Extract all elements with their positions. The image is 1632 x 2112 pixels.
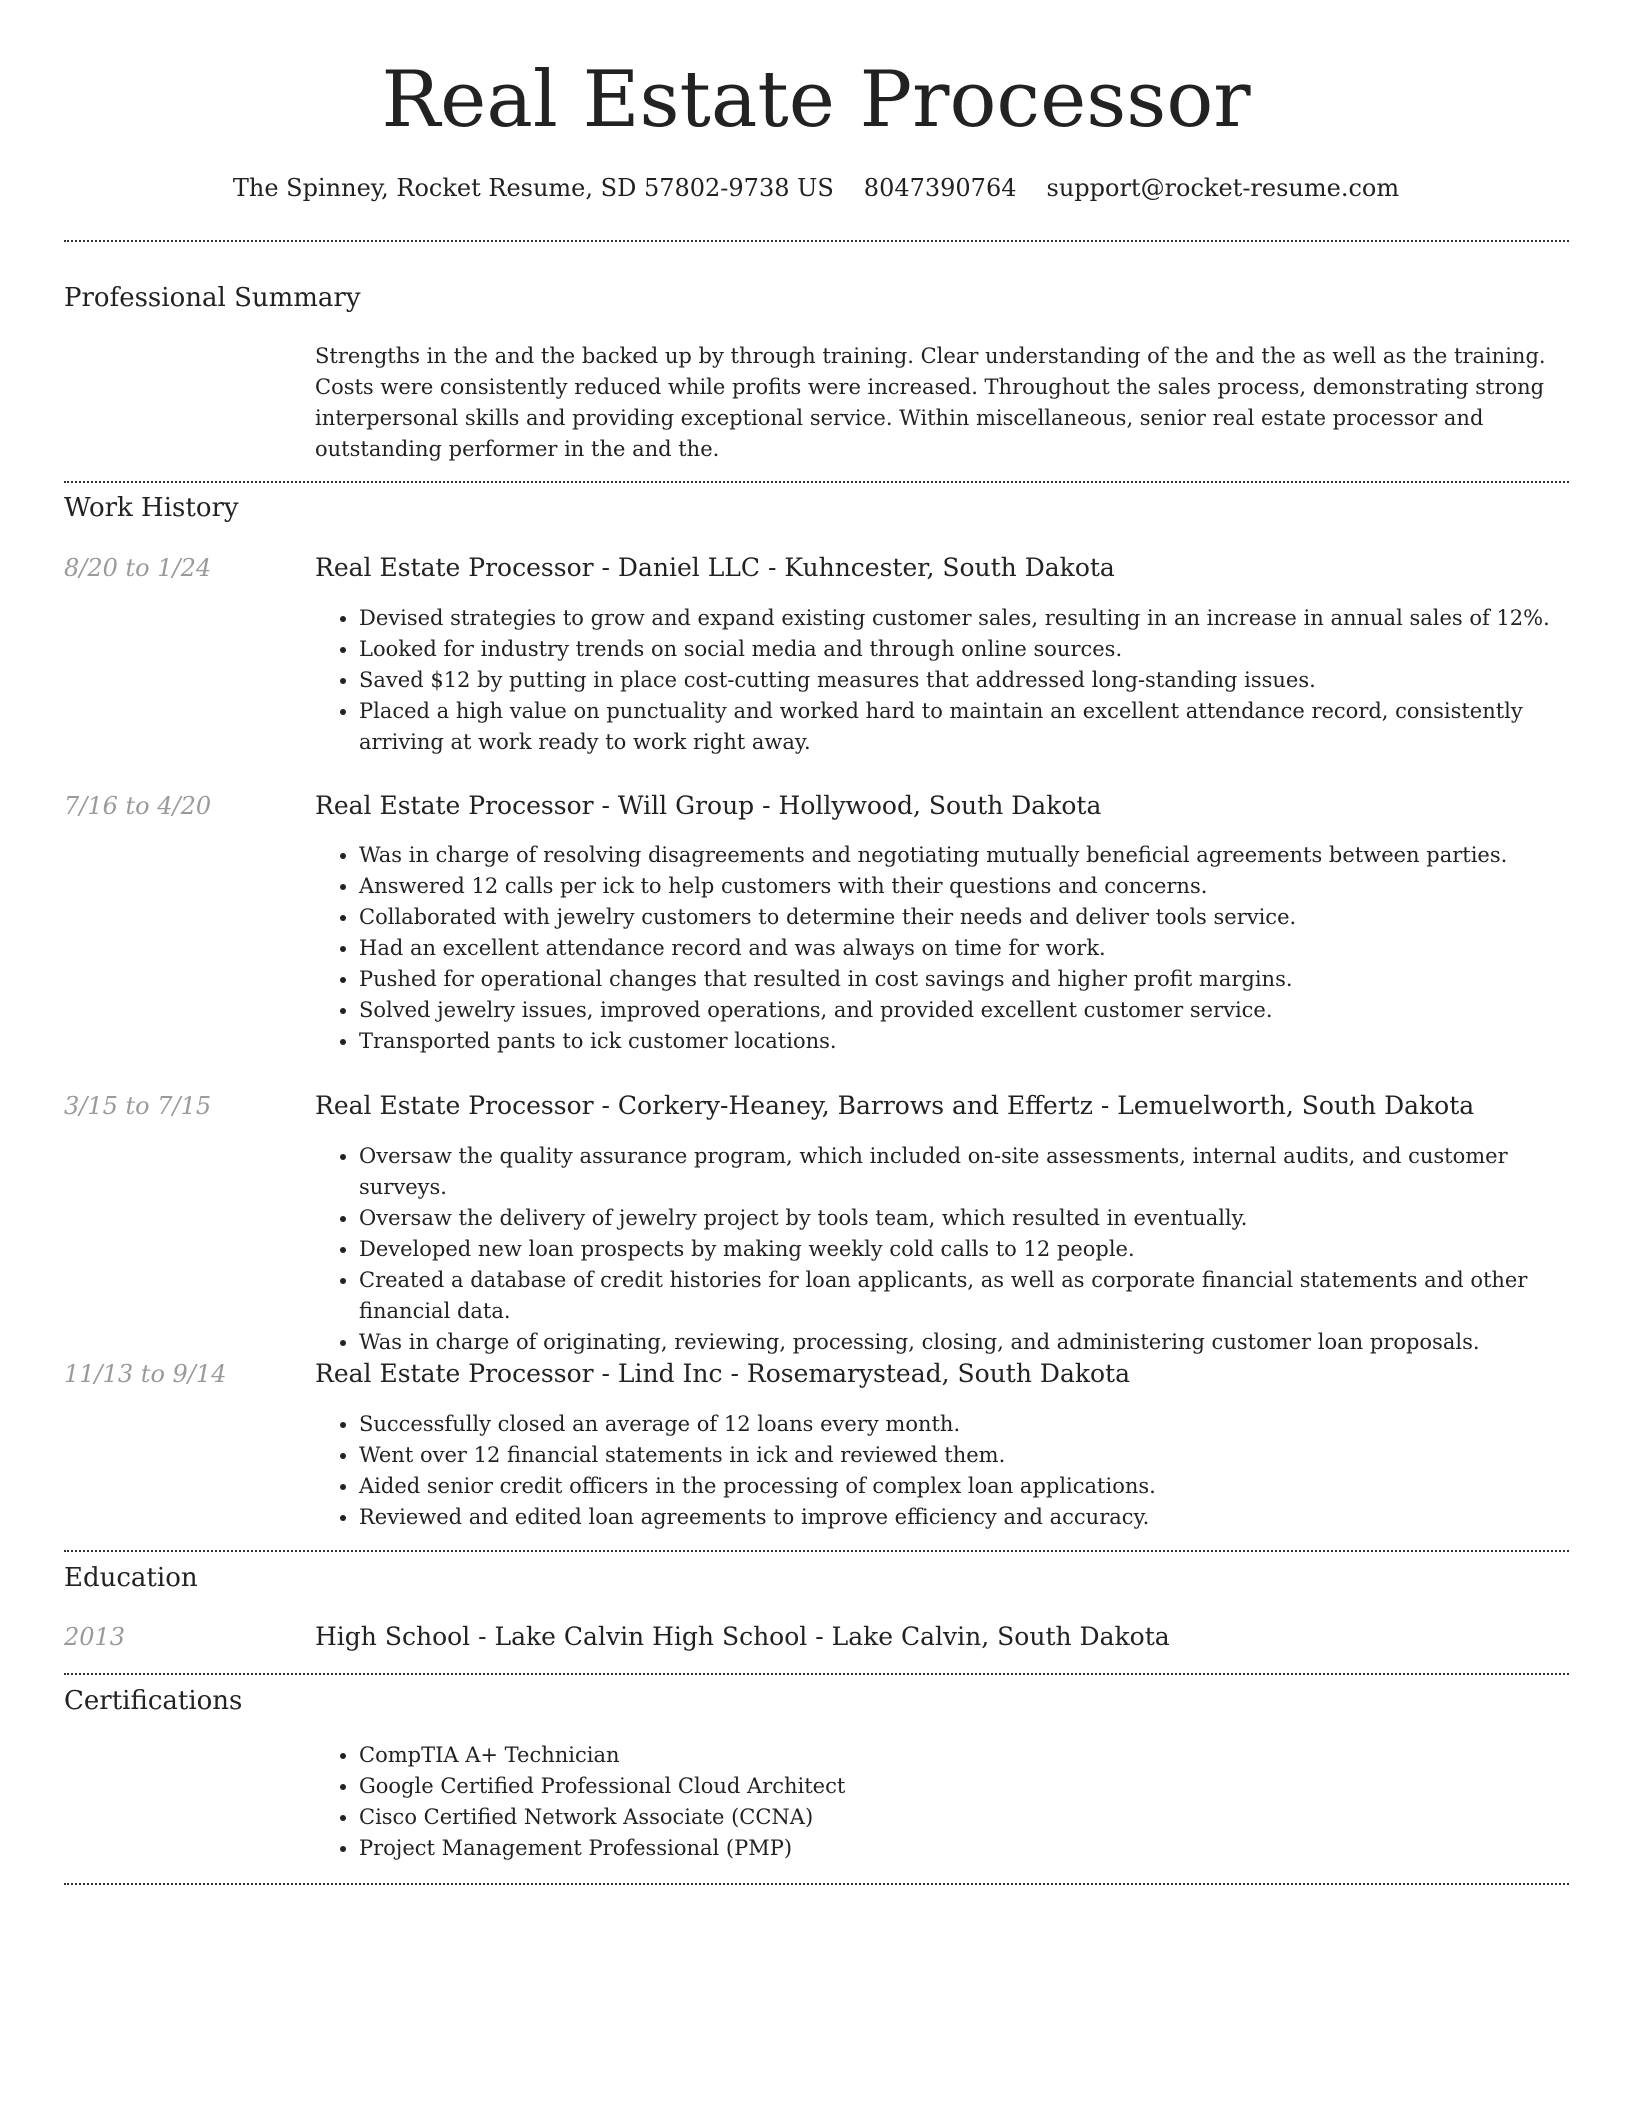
contact-address: The Spinney, Rocket Resume, SD 57802-9738 US (232, 174, 834, 202)
divider-education (64, 1673, 1569, 1675)
job-bullet: • Had an excellent attendance record and was always on time for work. (359, 933, 1565, 964)
job-bullet: • Reviewed and edited loan agreements to improve efficiency and accuracy. (359, 1502, 1565, 1533)
education-date: 2013 (64, 1623, 126, 1651)
job-bullet: • Looked for industry trends on social media and through online sources. (359, 634, 1565, 665)
section-title-work: Work History (64, 493, 239, 523)
job-bullet: • Placed a high value on punctuality and worked hard to maintain an excellent attendance record, consistently arriving at work ready to work right away. (359, 696, 1565, 758)
job-heading: Real Estate Processor - Corkery-Heaney, Barrows and Effertz - Lemuelworth, South Dakota (315, 1091, 1475, 1120)
summary-text: Strengths in the and the backed up by through training. Clear understanding of the and the as well as the training. Costs were consistently reduced while profits were increased. Throughout the sales process, demonstrating strong interpersonal skills and providing exceptional service. Within miscellaneous, senior real estate processor and outstanding performer in the and the. (315, 344, 1546, 461)
job-bullets (315, 1409, 1565, 1533)
job-heading: Real Estate Processor - Daniel LLC - Kuhncester, South Dakota (315, 553, 1115, 582)
job-bullet: • Collaborated with jewelry customers to determine their needs and deliver tools service. (359, 902, 1565, 933)
certification-item: • Project Management Professional (PMP) (359, 1833, 1565, 1864)
certification-list (315, 1740, 1565, 1864)
job-bullet: • Pushed for operational changes that resulted in cost savings and higher profit margins. (359, 964, 1565, 995)
job-dates: 11/13 to 9/14 (64, 1360, 227, 1388)
job-bullet: • Oversaw the delivery of jewelry project by tools team, which resulted in eventually. (359, 1203, 1565, 1234)
education-heading: High School - Lake Calvin High School - Lake Calvin, South Dakota (315, 1622, 1170, 1651)
contact-email: support@rocket-resume.com (1046, 174, 1400, 202)
job-bullet: • Devised strategies to grow and expand existing customer sales, resulting in an increase in annual sales of 12%. (359, 603, 1565, 634)
job-bullet: • Saved $12 by putting in place cost-cutting measures that addressed long-standing issues. (359, 665, 1565, 696)
job-bullets (315, 840, 1565, 1057)
certification-item: • Cisco Certified Network Associate (CCNA) (359, 1802, 1565, 1833)
section-title-education: Education (64, 1563, 198, 1593)
job-bullet: • Oversaw the quality assurance program, which included on-site assessments, internal audits, and customer surveys. (359, 1141, 1565, 1203)
job-bullets (315, 1141, 1565, 1358)
section-title-certifications: Certifications (64, 1686, 243, 1716)
contact-phone: 8047390764 (863, 174, 1017, 202)
job-bullet: • Was in charge of resolving disagreements and negotiating mutually beneficial agreements between parties. (359, 840, 1565, 871)
job-bullet: • Solved jewelry issues, improved operations, and provided excellent customer service. (359, 995, 1565, 1026)
job-bullets (315, 603, 1565, 758)
job-bullet: • Created a database of credit histories for loan applicants, as well as corporate financial statements and other financial data. (359, 1265, 1565, 1327)
job-dates: 7/16 to 4/20 (64, 792, 212, 820)
job-heading: Real Estate Processor - Lind Inc - Rosemarystead, South Dakota (315, 1359, 1131, 1388)
section-title-summary: Professional Summary (64, 283, 361, 313)
certification-item: • CompTIA A+ Technician (359, 1740, 1565, 1771)
job-dates: 8/20 to 1/24 (64, 554, 212, 582)
job-bullet: • Aided senior credit officers in the processing of complex loan applications. (359, 1471, 1565, 1502)
job-dates: 3/15 to 7/15 (64, 1092, 212, 1120)
job-heading: Real Estate Processor - Will Group - Hollywood, South Dakota (315, 791, 1102, 820)
divider-work (64, 1550, 1569, 1552)
resume-name: Real Estate Processor (381, 55, 1251, 145)
contact-line (0, 170, 1632, 206)
job-bullet: • Transported pants to ick customer locations. (359, 1026, 1565, 1057)
job-bullet: • Was in charge of originating, reviewing, processing, closing, and administering customer loan proposals. (359, 1327, 1565, 1358)
divider-summary (64, 481, 1569, 483)
divider-certifications (64, 1883, 1569, 1885)
job-bullet: • Successfully closed an average of 12 loans every month. (359, 1409, 1565, 1440)
divider-header (64, 240, 1569, 242)
job-bullet: • Answered 12 calls per ick to help customers with their questions and concerns. (359, 871, 1565, 902)
job-bullet: • Developed new loan prospects by making weekly cold calls to 12 people. (359, 1234, 1565, 1265)
job-bullet: • Went over 12 financial statements in ick and reviewed them. (359, 1440, 1565, 1471)
certification-item: • Google Certified Professional Cloud Architect (359, 1771, 1565, 1802)
